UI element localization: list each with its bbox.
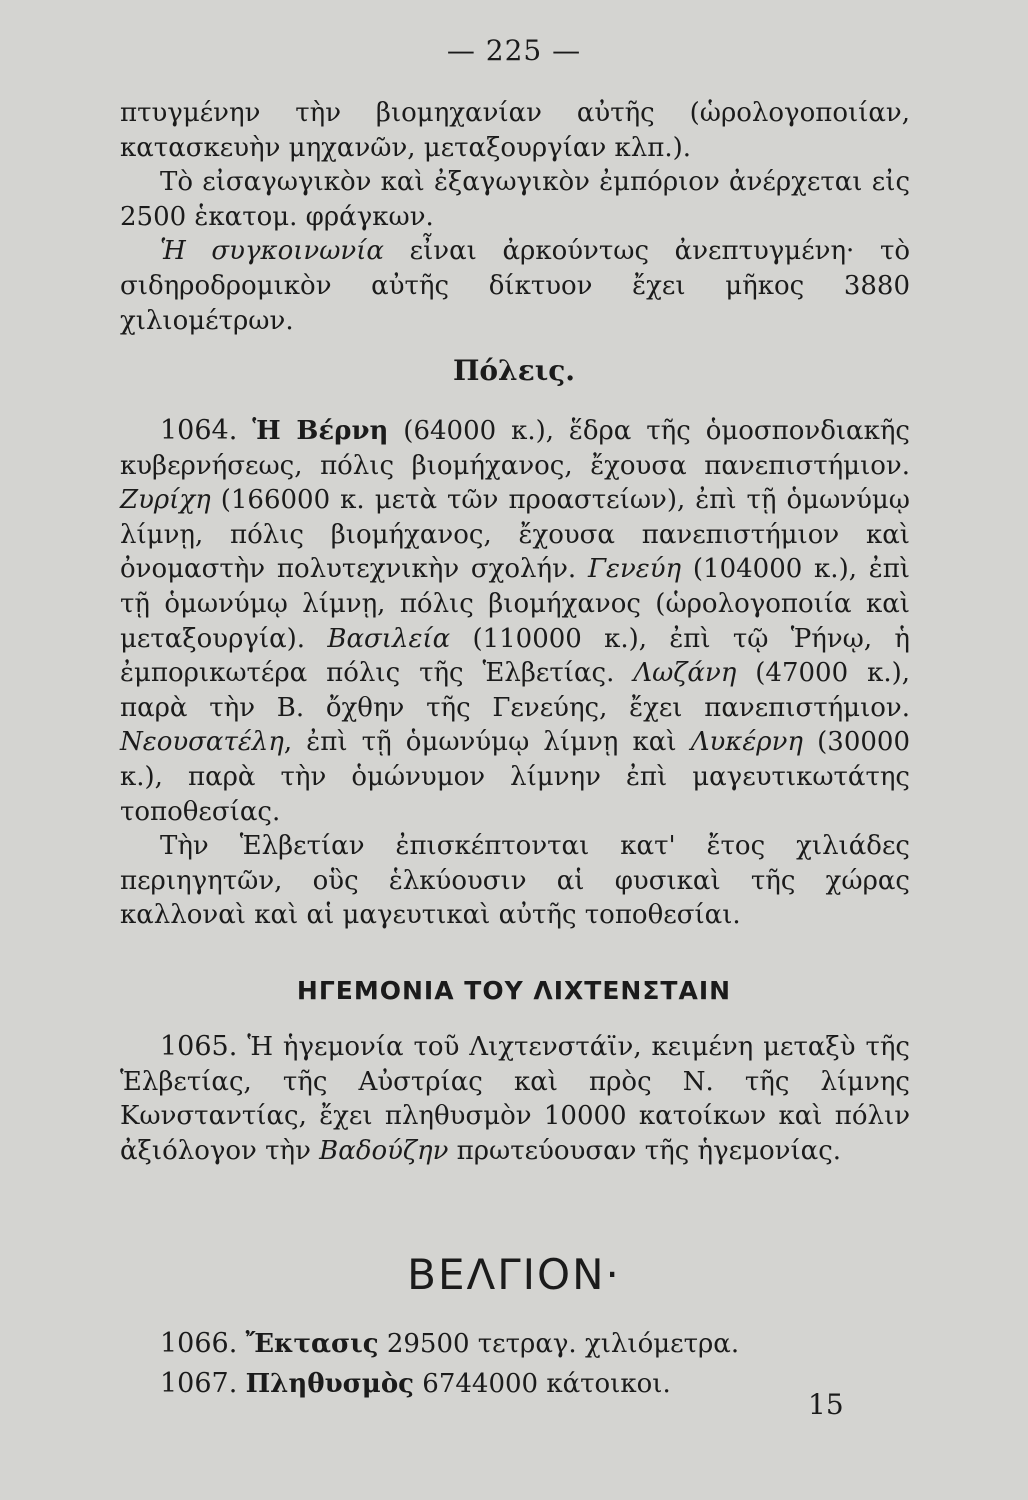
city-neuchatel: Νεουσατέλη xyxy=(120,727,284,758)
transport-text: εἶναι ἀρκούντως ἀνεπτυγμένη· τὸ σιδηροδρομικὸν αὐτῆς δίκτυον ἔχει μῆκος 3880 χιλιομέτρων. xyxy=(120,236,910,336)
signature-mark: 15 xyxy=(808,1388,844,1421)
cities-block xyxy=(120,414,910,933)
text-span: (104000 κ.), ἐπὶ τῇ ὁμωνύμῳ λίμνῃ, πόλις βιομήχανος (ὡρολογοποιία καὶ μεταξουργία). xyxy=(120,554,910,654)
section-number: 1064. xyxy=(160,415,238,446)
text-span: Ἡ ἡγεμονία τοῦ Λιχτενστάϊν, κειμένη μεταξὺ τῆς Ἑλβετίας, τῆς Αὐστρίας καὶ πρὸς Ν. τῆς λίμνης Κωνσταντίας, ἔχει πληθυσμὸν 10000 κατοίκων καὶ πόλιν ἀξιόλογον τὴν xyxy=(120,1032,910,1166)
city-vaduz: Βαδούζην xyxy=(319,1135,449,1166)
section-number: 1066. xyxy=(160,1328,238,1359)
tourists-paragraph: Τὴν Ἑλβετίαν ἐπισκέπτονται κατ' ἔτος χιλιάδες περιηγητῶν, οὓς ἑλκύουσιν αἱ φυσικαὶ τῆς χώρας καλλοναὶ καὶ αἱ μαγευτικαὶ αὐτῆς τοποθεσίαι. xyxy=(120,831,910,931)
city-lausanne: Λωζάνη xyxy=(633,658,737,689)
liechtenstein-heading: ΗΓΕΜΟΝΙΑ ΤΟΥ ΛΙΧΤΕΝΣΤΑΙΝ xyxy=(296,976,732,1005)
text-span: (110000 κ.), ἐπὶ τῷ Ῥήνῳ, ἡ ἐμπορικωτέρα πόλις τῆς Ἑλβετίας. xyxy=(120,623,910,689)
intro-block xyxy=(120,96,910,338)
text-span: (47000 κ.), παρὰ τὴν Β. ὄχθην τῆς Γενεύης, ἔχει πανεπιστήμιον. xyxy=(120,658,910,723)
transport-term: Ἡ συγκοινωνία xyxy=(160,236,384,267)
population-value: 6744000 κάτοικοι. xyxy=(414,1369,671,1399)
text-span: (30000 κ.), παρὰ τὴν ὁμώνυμον λίμνην ἐπὶ μαγευτικωτάτης τοποθεσίας. xyxy=(120,727,910,827)
text-span: , ἐπὶ τῇ ὁμωνύμῳ λίμνῃ καὶ xyxy=(283,727,691,758)
belgium-stats xyxy=(160,1324,920,1404)
trade-paragraph: Τὸ εἰσαγωγικὸν καὶ ἐξαγωγικὸν ἐμπόριον ἀνέρχεται εἰς 2500 ἑκατομ. φράγκων. xyxy=(120,167,910,232)
paragraph-1065 xyxy=(120,1030,910,1168)
city-basel: Βασιλεία xyxy=(327,623,451,654)
page-number: — 225 — xyxy=(446,34,582,67)
transport-paragraph xyxy=(120,234,910,338)
belgium-heading: ΒΕΛΓΙΟΝ· xyxy=(407,1250,621,1299)
city-geneva: Γενεύη xyxy=(587,554,682,585)
section-number: 1067. xyxy=(160,1368,238,1399)
area-value: 29500 τετραγ. χιλιόμετρα. xyxy=(378,1329,740,1359)
industry-paragraph: πτυγμένην τὴν βιομηχανίαν αὐτῆς (ὡρολογοποιίαν, κατασκευὴν μηχανῶν, μεταξουργίαν κλπ.). xyxy=(120,98,910,163)
liechtenstein-block xyxy=(120,1030,910,1168)
text-span: (166000 κ. μετὰ τῶν προαστείων), ἐπὶ τῇ ὁμωνύμῳ λίμνῃ, πόλις βιομήχανος, ἔχουσα πανεπιστήμιον καὶ ὀνομαστὴν πολυτεχνικὴν σχολήν. xyxy=(120,485,910,585)
cities-heading: Πόλεις. xyxy=(452,354,576,387)
section-number: 1065. xyxy=(160,1031,238,1062)
city-bern: Ἡ Βέρνη xyxy=(252,416,389,446)
paragraph-1064 xyxy=(120,414,910,829)
text-span: (64000 κ.), ἕδρα τῆς ὁμοσπονδιακῆς κυβερνήσεως, πόλις βιομήχανος, ἔχουσα πανεπιστήμιον. xyxy=(120,416,910,481)
paragraph-1067 xyxy=(160,1364,920,1404)
area-label: Ἔκτασις xyxy=(245,1329,379,1359)
population-label: Πληθυσμὸς xyxy=(245,1369,415,1399)
city-lucerne: Λυκέρνη xyxy=(690,727,803,758)
text-span: πρωτεύουσαν τῆς ἡγεμονίας. xyxy=(448,1135,842,1166)
paragraph-1066 xyxy=(160,1324,920,1364)
city-zurich: Ζυρίχη xyxy=(120,485,211,516)
